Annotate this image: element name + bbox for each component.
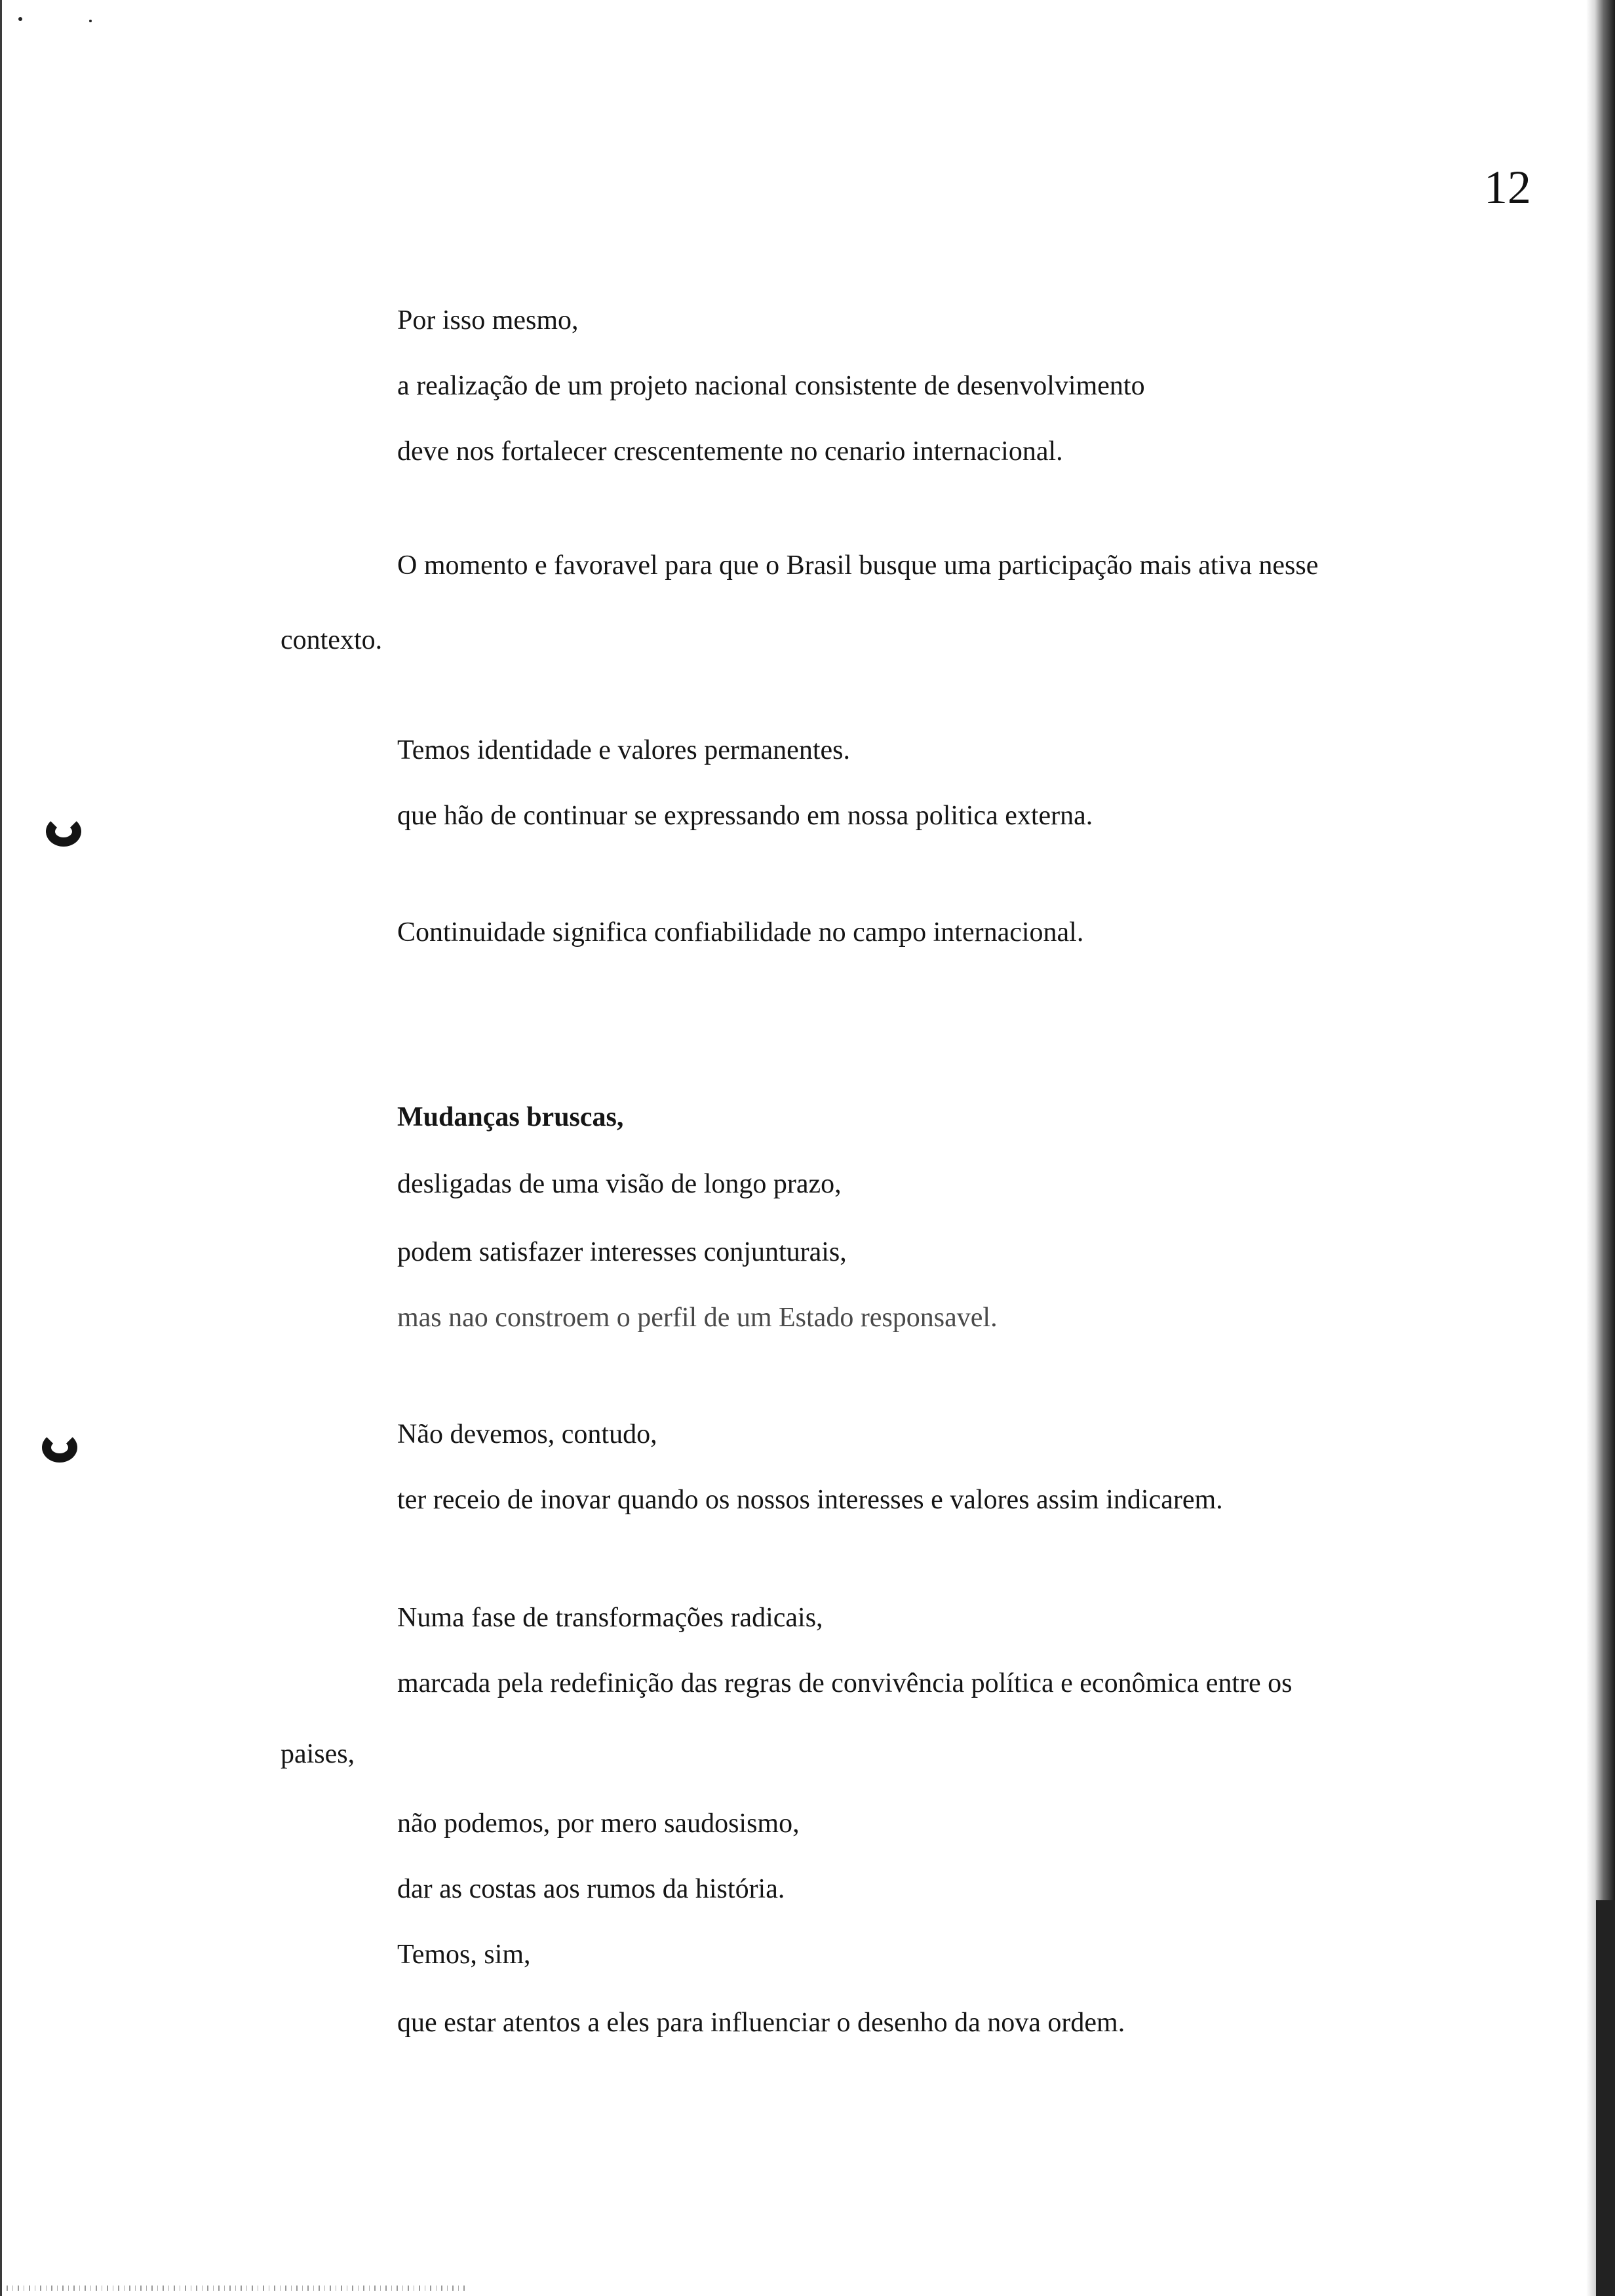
scan-right-shadow <box>1596 1900 1615 2296</box>
text-line: dar as costas aos rumos da história. <box>397 1874 785 1904</box>
text-line: contexto. <box>281 625 383 655</box>
text-line: deve nos fortalecer crescentemente no cenario internacional. <box>397 436 1063 467</box>
text-line: que estar atentos a eles para influenciar o desenho da nova ordem. <box>397 2008 1125 2038</box>
text-line: Numa fase de transformações radicais, <box>397 1603 823 1633</box>
binding-hole-icon <box>42 1432 77 1463</box>
text-line: desligadas de uma visão de longo prazo, <box>397 1169 842 1199</box>
text-line: Continuidade significa confiabilidade no campo internacional. <box>397 917 1084 947</box>
text-line: Mudanças bruscas, <box>397 1102 624 1132</box>
text-line: Não devemos, contudo, <box>397 1419 657 1449</box>
scan-speck <box>18 17 22 21</box>
scan-left-edge <box>0 0 2 2296</box>
text-line: mas nao constroem o perfil de um Estado responsavel. <box>397 1303 998 1333</box>
text-line: Por isso mesmo, <box>397 305 579 335</box>
text-line: Temos, sim, <box>397 1940 531 1970</box>
text-line: podem satisfazer interesses conjunturais, <box>397 1237 847 1267</box>
text-line: Temos identidade e valores permanentes. <box>397 735 850 765</box>
text-line: marcada pela redefinição das regras de convivência política e econômica entre os <box>397 1668 1293 1698</box>
scan-speck <box>89 20 92 22</box>
page-number: 12 <box>1484 161 1531 214</box>
binding-hole-icon <box>46 816 81 847</box>
text-line: ter receio de inovar quando os nossos interesses e valores assim indicarem. <box>397 1485 1223 1515</box>
text-line: a realização de um projeto nacional consistente de desenvolvimento <box>397 371 1145 401</box>
text-line: que hão de continuar se expressando em nossa politica externa. <box>397 801 1093 831</box>
scan-bottom-noise <box>7 2286 465 2291</box>
text-line: paises, <box>281 1739 355 1769</box>
text-line: não podemos, por mero saudosismo, <box>397 1808 800 1839</box>
text-line: O momento e favoravel para que o Brasil busque uma participação mais ativa nesse <box>397 550 1319 581</box>
